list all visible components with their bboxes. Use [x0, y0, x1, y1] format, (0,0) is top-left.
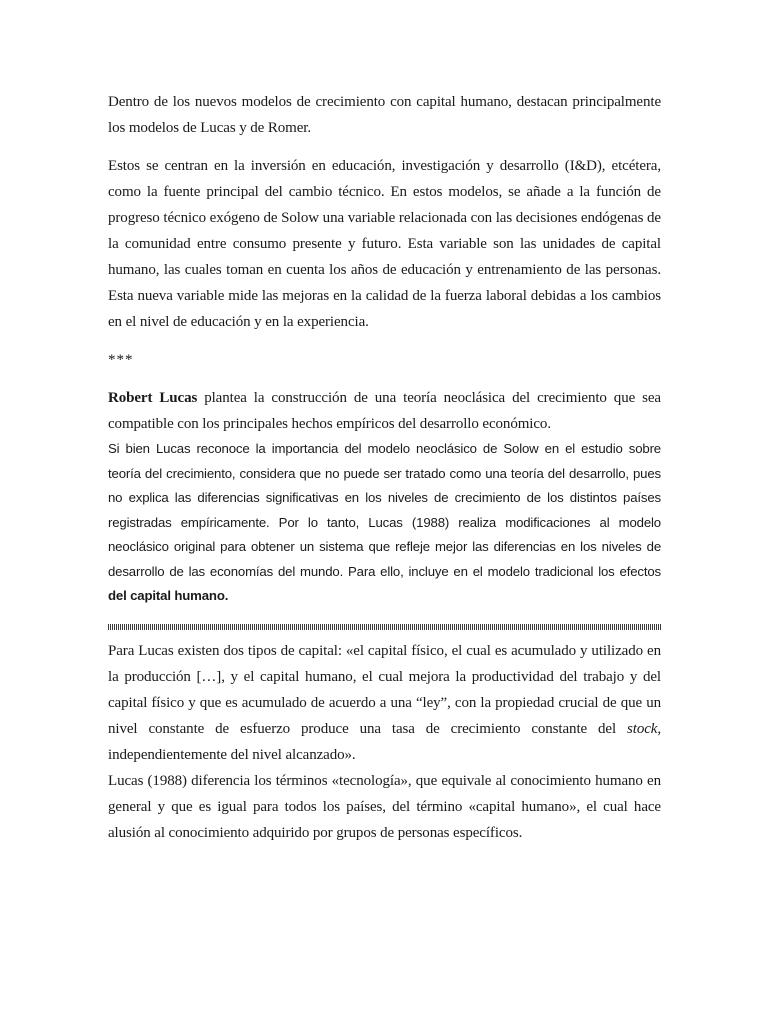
- paragraph-capital-types-end: , independientemente del nivel alcanzado».: [108, 720, 661, 763]
- paragraph-capital-types-text: Para Lucas existen dos tipos de capital: «el capital físico, el cual es acumulado y utilizado en la producción […], y el capital humano, el cual mejora la productividad del trabajo y del capital físico y que es acumulado de acuerdo a una “ley”, con la propiedad crucial de que un nivel constante de esfuerzo produce una tasa de crecimiento constante del: [108, 642, 661, 737]
- dotted-divider: [108, 624, 662, 630]
- emphasis-capital-humano: del capital humano.: [108, 588, 229, 603]
- paragraph-terms: Lucas (1988) diferencia los términos «tecnología», que equivale al conocimiento humano en general y que es igual para todos los países, del término «capital humano», el cual hace alusión al conocimiento adquirido por grupos de personas específicos.: [108, 772, 661, 841]
- section-separator: ***: [108, 352, 134, 368]
- paragraph-solow-text: Si bien Lucas reconoce la importancia del modelo neoclásico de Solow en el estudio sobre teoría del crecimiento, considera que no puede ser tratado como una teoría del desarrollo, pues no explica las diferencias significativas en los niveles de crecimiento de los distintos países registradas empíricamente. Por lo tanto, Lucas (1988) realiza modificaciones al modelo neoclásico original para obtener un sistema que refleje mejor las diferencias en los niveles de desarrollo de las economías del mundo. Para ello, incluye en el modelo tradicional los efectos: [108, 441, 661, 579]
- paragraph-solow: [108, 437, 661, 609]
- paragraph-robert-lucas: [108, 385, 661, 437]
- document-page: [108, 89, 661, 846]
- paragraph-capital-types: [108, 638, 661, 768]
- term-stock: stock: [627, 720, 658, 737]
- paragraph-models: Estos se centran en la inversión en educación, investigación y desarrollo (I&D), etcétera, como la fuente principal del cambio técnico. En estos modelos, se añade a la función de progreso técnico exógeno de Solow una variable relacionada con las decisiones endógenas de la comunidad entre consumo presente y futuro. Esta variable son las unidades de capital humano, las cuales toman en cuenta los años de educación y entrenamiento de las personas. Esta nueva variable mide las mejoras en la calidad de la fuerza laboral debidas a los cambios en el nivel de educación y en la experiencia.: [108, 158, 661, 330]
- paragraph-robert-lucas-text: plantea la construcción de una teoría neoclásica del crecimiento que sea compatible con los principales hechos empíricos del desarrollo económico.: [108, 390, 661, 432]
- author-name: Robert Lucas: [108, 390, 198, 406]
- paragraph-intro: Dentro de los nuevos modelos de crecimiento con capital humano, destacan principalmente los modelos de Lucas y de Romer.: [108, 94, 661, 136]
